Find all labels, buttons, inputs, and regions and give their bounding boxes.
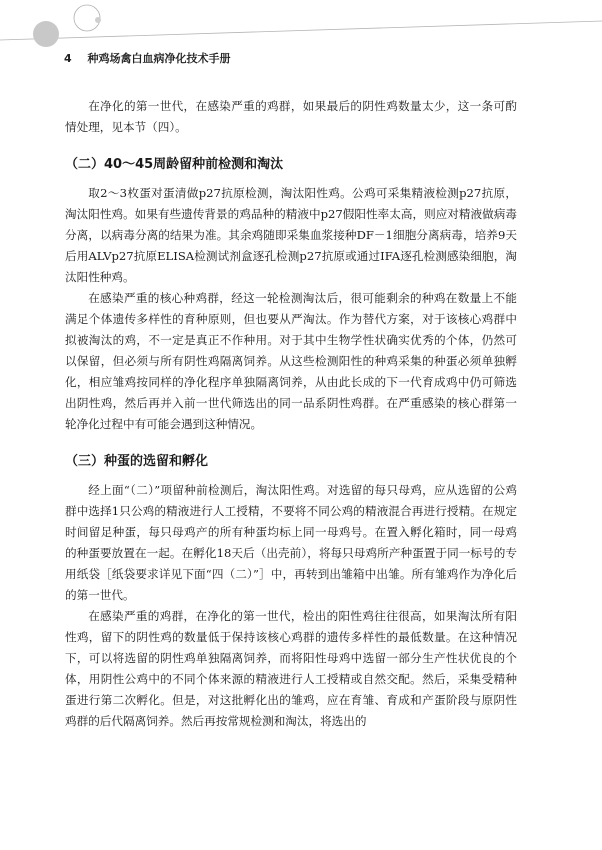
book-title: 种鸡场禽白血病净化技术手册	[87, 52, 231, 65]
section-heading-3: （三）种蛋的选留和孵化	[65, 454, 209, 469]
running-header	[64, 50, 231, 66]
page-body	[65, 96, 517, 732]
paragraph: 在感染严重的鸡群，在净化的第一世代，检出的阳性鸡往往很高，如果淘汰所有阳性鸡，留下的阴性鸡的数量低于保持该核心鸡群的遗传多样性的最低数量。在这种情况下，可以将选留的阴性鸡单独隔离饲养，而将阳性母鸡中选留一部分生产性状优良的个体，用阴性公鸡中的不同个体来源的精液进行人工授精或自然交配。然后，采集受精种蛋进行第二次孵化。但是，对这批孵化出的雏鸡，应在育雏、育成和产蛋阶段与原阴性鸡群的后代隔离饲养。然后再按常规检测和淘汰，将选出的	[65, 609, 517, 728]
paragraph: 经上面“（二）”项留种前检测后，淘汰阳性鸡。对选留的每只母鸡，应从选留的公鸡群中选择1只公鸡的精液进行人工授精，不要将不同公鸡的精液混合再进行授精。在规定时间留足种蛋，每只母鸡产的所有种蛋均标上同一母鸡号。在置入孵化箱时，同一母鸡的种蛋要放置在一起。在孵化18天后（出壳前），将每只母鸡所产种蛋置于同一标号的专用纸袋［纸袋要求详见下面“四（二）”］中，再转到出雏箱中出雏。所有雏鸡作为净化后的第一世代。	[65, 483, 517, 602]
paragraph: 在感染严重的核心种鸡群，经这一轮检测淘汰后，很可能剩余的种鸡在数量上不能满足个体遗传多样性的育种原则，但也要从严淘汰。作为替代方案，对于该核心鸡群中拟被淘汰的鸡，不一定是真正不作种用。对于其中生物学性状确实优秀的个体，仍然可以保留，但必须与所有阴性鸡隔离饲养。从这些检测阳性的种鸡采集的种蛋必须单独孵化，相应雏鸡按同样的净化程序单独隔离饲养，从由此长成的下一代育成鸡中仍可筛选出阴性鸡，然后再并入前一世代筛选出的同一品系阴性鸡群。在严重感染的核心群第一轮净化过程中有可能会遇到这种情况。	[65, 291, 517, 431]
paragraph: 取2～3枚蛋对蛋清做p27抗原检测，淘汰阳性鸡。公鸡可采集精液检测p27抗原，淘汰阳性鸡。如果有些遗传背景的鸡品种的精液中p27假阳性率太高，则应对精液做病毒分离，以病毒分离的结果为准。其余鸡随即采集血浆接种DF－1细胞分离病毒，培养9天后用ALVp27抗原ELISA检测试剂盒逐孔检测p27抗原或通过IFA逐孔检测感染细胞，淘汰阳性种鸡。	[65, 186, 517, 284]
header-circle-decoration	[0, 0, 602, 80]
page-number: 4	[64, 52, 72, 65]
section-heading-2: （二）40～45周龄留种前检测和淘汰	[65, 157, 284, 172]
paragraph-intro: 在净化的第一世代，在感染严重的鸡群，如果最后的阴性鸡数量太少，这一条可酌情处理，见本节（四）。	[65, 99, 517, 134]
